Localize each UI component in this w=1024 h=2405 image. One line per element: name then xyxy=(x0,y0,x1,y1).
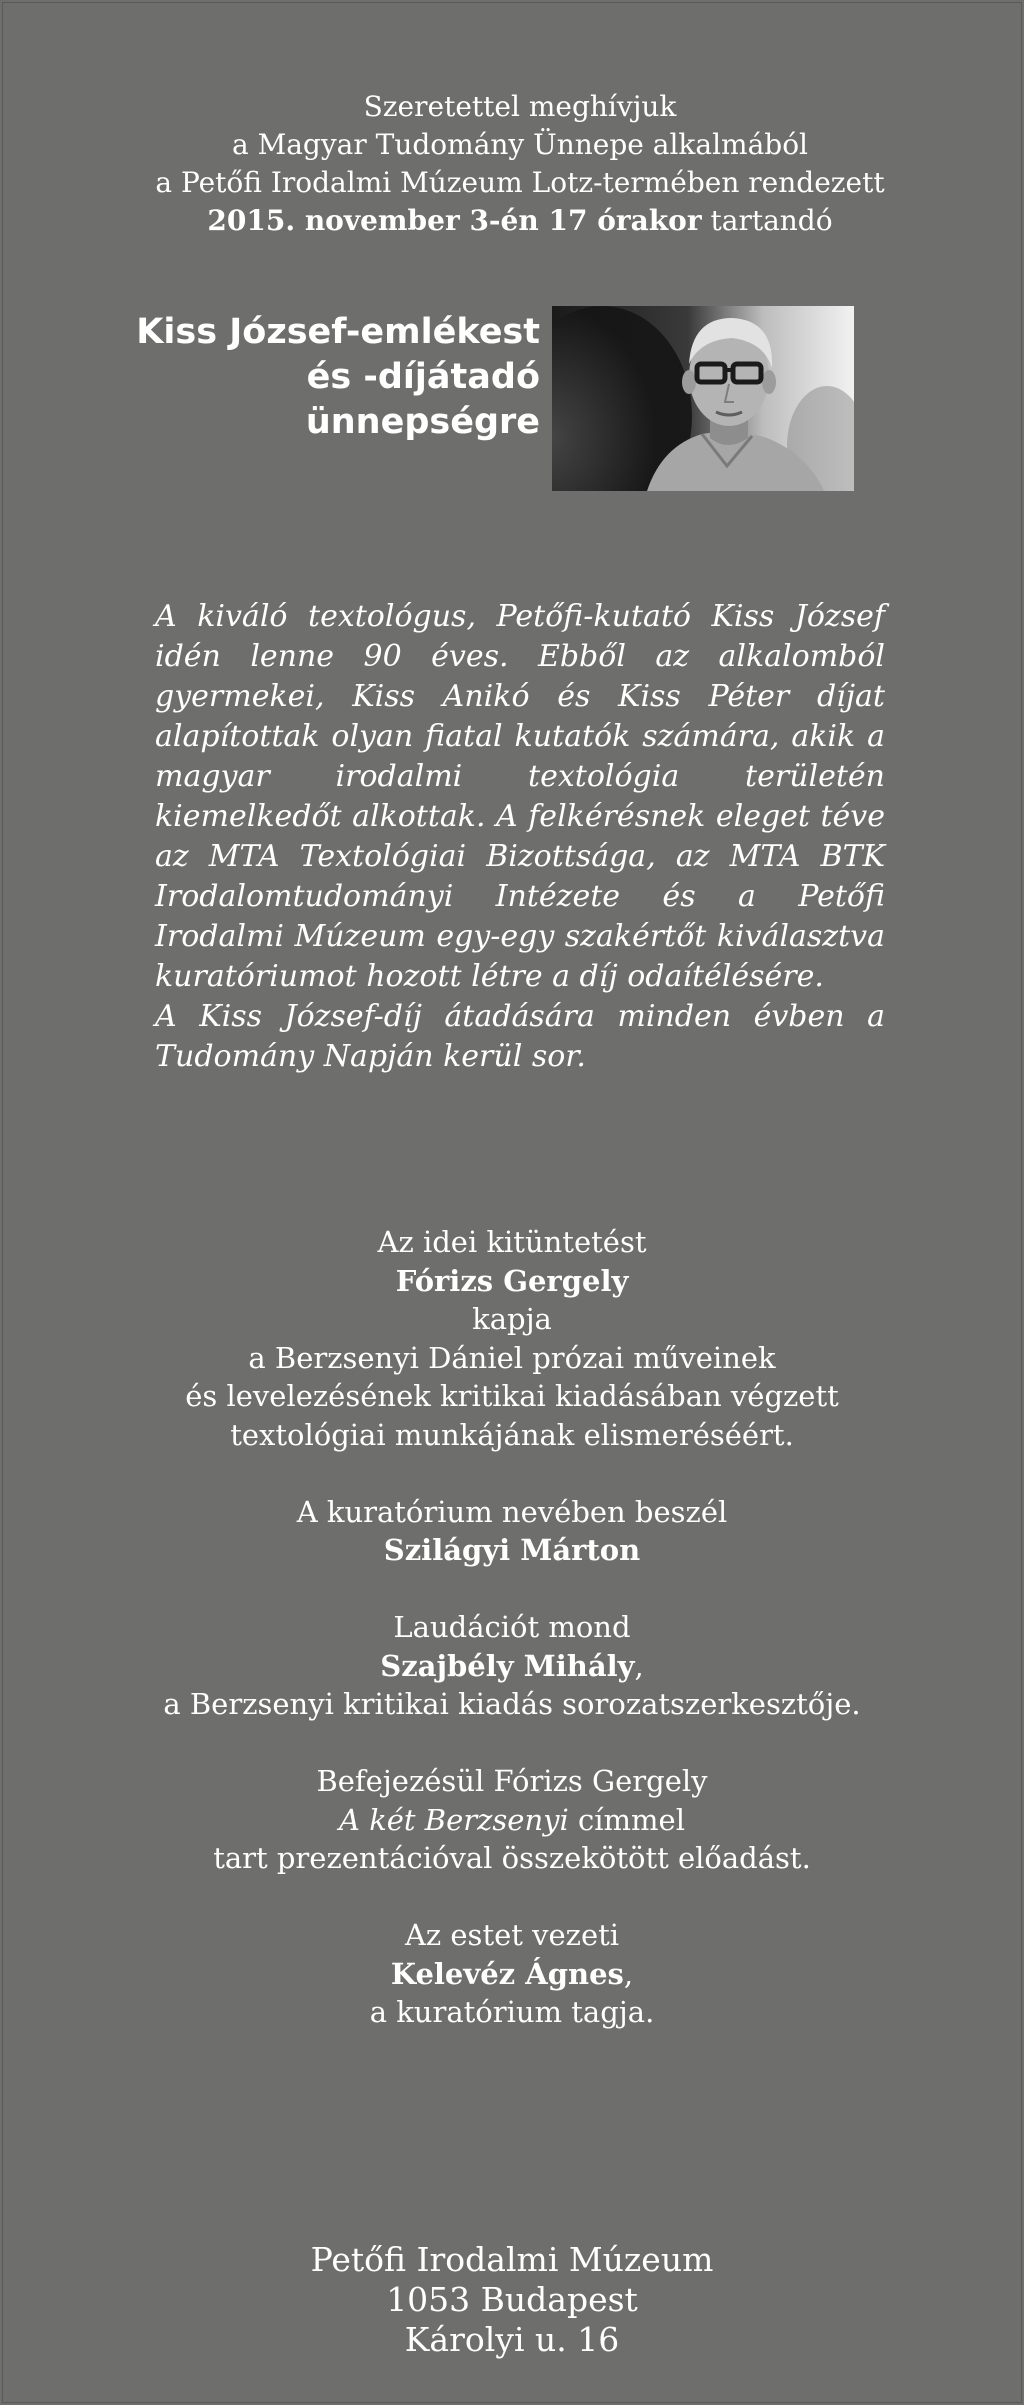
program-block xyxy=(0,1223,1024,2070)
venue-name: Petőfi Irodalmi Múzeum xyxy=(310,2240,714,2279)
event-title xyxy=(60,310,540,445)
venue-street: Károlyi u. 16 xyxy=(404,2320,620,2359)
closing-line: Befejezésül Fórizs Gergely xyxy=(316,1764,708,1798)
award-line: a Berzsenyi Dániel prózai műveinek xyxy=(248,1340,776,1375)
closing-section xyxy=(0,1762,1024,1878)
award-line: Az idei kitüntetést xyxy=(377,1225,647,1259)
introduction-text xyxy=(155,597,885,1077)
event-title-line: ünnepségre xyxy=(305,402,540,442)
laudation-section xyxy=(0,1608,1024,1724)
award-line: textológiai munkájának elismeréséért. xyxy=(230,1417,794,1452)
portrait-photo xyxy=(552,306,854,491)
laudation-name: Szajbély Mihály xyxy=(380,1648,635,1683)
portrait-illustration xyxy=(552,306,854,491)
speaker-line: A kuratórium nevében beszél xyxy=(296,1494,728,1529)
award-section xyxy=(0,1223,1024,1454)
invitation-line: Szeretettel meghívjuk xyxy=(363,90,677,123)
laudation-line: Laudációt mond xyxy=(393,1610,631,1644)
venue-city: 1053 Budapest xyxy=(386,2280,638,2319)
closing-title-suffix: címmel xyxy=(568,1802,685,1837)
host-line: Az estet vezeti xyxy=(404,1918,620,1952)
invitation-block xyxy=(0,88,1024,240)
intro-paragraph: A Kiss József-díj átadására minden évben a Tudomány Napján kerül sor. xyxy=(155,999,885,1074)
event-title-line: Kiss József-emlékest xyxy=(136,312,540,352)
speaker-name: Szilágyi Márton xyxy=(383,1533,641,1567)
host-line: a kuratórium tagja. xyxy=(369,1995,655,2029)
event-date: 2015. november 3-én 17 órakor xyxy=(207,204,702,237)
intro-paragraph: A kiváló textológus, Petőfi-kutató Kiss József idén lenne 90 éves. Ebből az alkalomból gyermekei, Kiss Anikó és Kiss Péter díjat alapítottak olyan fiatal kutatók számára, akik a magyar irodalmi textológia területén kiemelkedőt alkottak. A felkérésnek eleget téve az MTA Textológiai Bizottsága, az MTA BTK Irodalomtudományi Intézete és a Petőfi Irodalmi Múzeum egy-egy szakértőt kiválasztva kuratóriumot hozott létre a díj odaítélésére. xyxy=(155,599,885,994)
award-line: kapja xyxy=(472,1302,552,1336)
laudation-line: a Berzsenyi kritikai kiadás sorozatszerkesztője. xyxy=(163,1687,861,1721)
award-line: és levelezésének kritikai kiadásában végzett xyxy=(185,1379,839,1413)
invitation-date-suffix: tartandó xyxy=(701,204,833,237)
laudation-comma: , xyxy=(634,1648,644,1683)
invitation-line: a Magyar Tudomány Ünnepe alkalmából xyxy=(231,128,809,161)
host-comma: , xyxy=(623,1956,634,1991)
invitation-date-line xyxy=(0,202,1024,240)
speaker-section xyxy=(0,1493,1024,1570)
event-title-line: és -díjátadó xyxy=(306,357,540,397)
host-section xyxy=(0,1916,1024,2032)
venue-address xyxy=(0,2240,1024,2360)
invitation-line: a Petőfi Irodalmi Múzeum Lotz-termében rendezett xyxy=(155,166,885,199)
host-name: Kelevéz Ágnes xyxy=(390,1956,624,1991)
award-recipient: Fórizs Gergely xyxy=(395,1263,629,1298)
lecture-title: A két Berzsenyi xyxy=(339,1802,569,1837)
closing-line: tart prezentációval összekötött előadást. xyxy=(213,1841,811,1875)
